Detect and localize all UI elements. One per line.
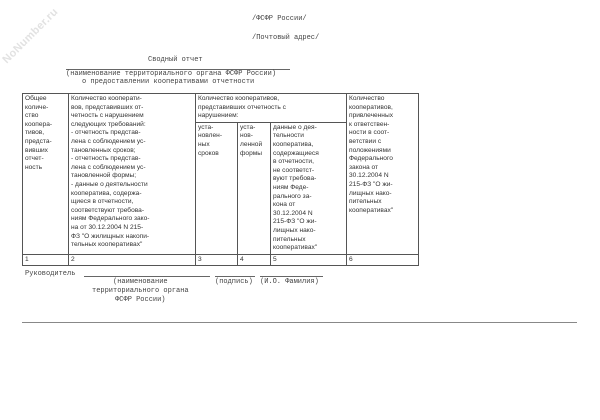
watermark: NoNumber.ru — [0, 5, 61, 67]
name-line — [260, 276, 323, 277]
report-title: Сводный отчет — [148, 56, 203, 64]
report-table — [22, 93, 419, 266]
header-violations: Количество кооперати- вов, представивших от- четность с нарушением следующих требований: - отчетность представ- лена с соблюдением ус- тановленных сроков; - отчетность представ- лена с соблюдением ус- тановленной формы; - данные о деятельности кооператива, содержа- щиеся в отчетности, соответствуют требова- ниям Федерального зако- на от 30.12.2004 N 215- ФЗ "О жилищных накопи- тельных кооперативах" — [69, 94, 196, 255]
header-deadlines: уста- новлен- ных сроков — [196, 122, 238, 254]
footer-organ-caption: (наименование территориального органа ФСФР России) — [92, 278, 189, 304]
name-caption: (И.О. Фамилия) — [260, 278, 319, 286]
column-number: 5 — [271, 254, 347, 265]
column-number: 3 — [196, 254, 238, 265]
header-liable: Количество кооперативов, привлеченных к ответствен- ности в соот- ветствии с положениями Федерального закона от 30.12.2004 N 215-ФЗ "О жи- лищных нако- пительных кооперативах" — [347, 94, 419, 255]
column-number: 2 — [69, 254, 196, 265]
header-data: данные о дея- тельности кооператива, содержащиеся в отчетности, не соответст- вуют требова- ниям Феде- рального за- кона от 30.12.2004 N 215-ФЗ "О жи- лищных нако- пительных кооперативах" — [271, 122, 347, 254]
postal-address: /Почтовый адрес/ — [252, 34, 320, 42]
organ-name-line — [84, 276, 210, 277]
column-number: 4 — [238, 254, 271, 265]
head-label: Руководитель — [25, 270, 76, 278]
header-total: Общее количе- ство коопера- тивов, предста- вивших отчет- ность — [23, 94, 69, 255]
header-group: Количество кооперативов, представивших отчетность с нарушением: — [196, 94, 347, 123]
header-form: уста- нов- ленной формы — [238, 122, 271, 254]
organ-caption: (наименование территориального органа ФСФР России) — [66, 70, 277, 78]
column-number: 6 — [347, 254, 419, 265]
signature-caption: (подпись) — [215, 278, 253, 286]
signature-line — [215, 276, 255, 277]
addressee: /ФСФР России/ — [252, 15, 307, 23]
column-number: 1 — [23, 254, 69, 265]
separator-line — [22, 322, 577, 323]
report-subtitle: о предоставлении кооперативами отчетности — [82, 78, 255, 86]
